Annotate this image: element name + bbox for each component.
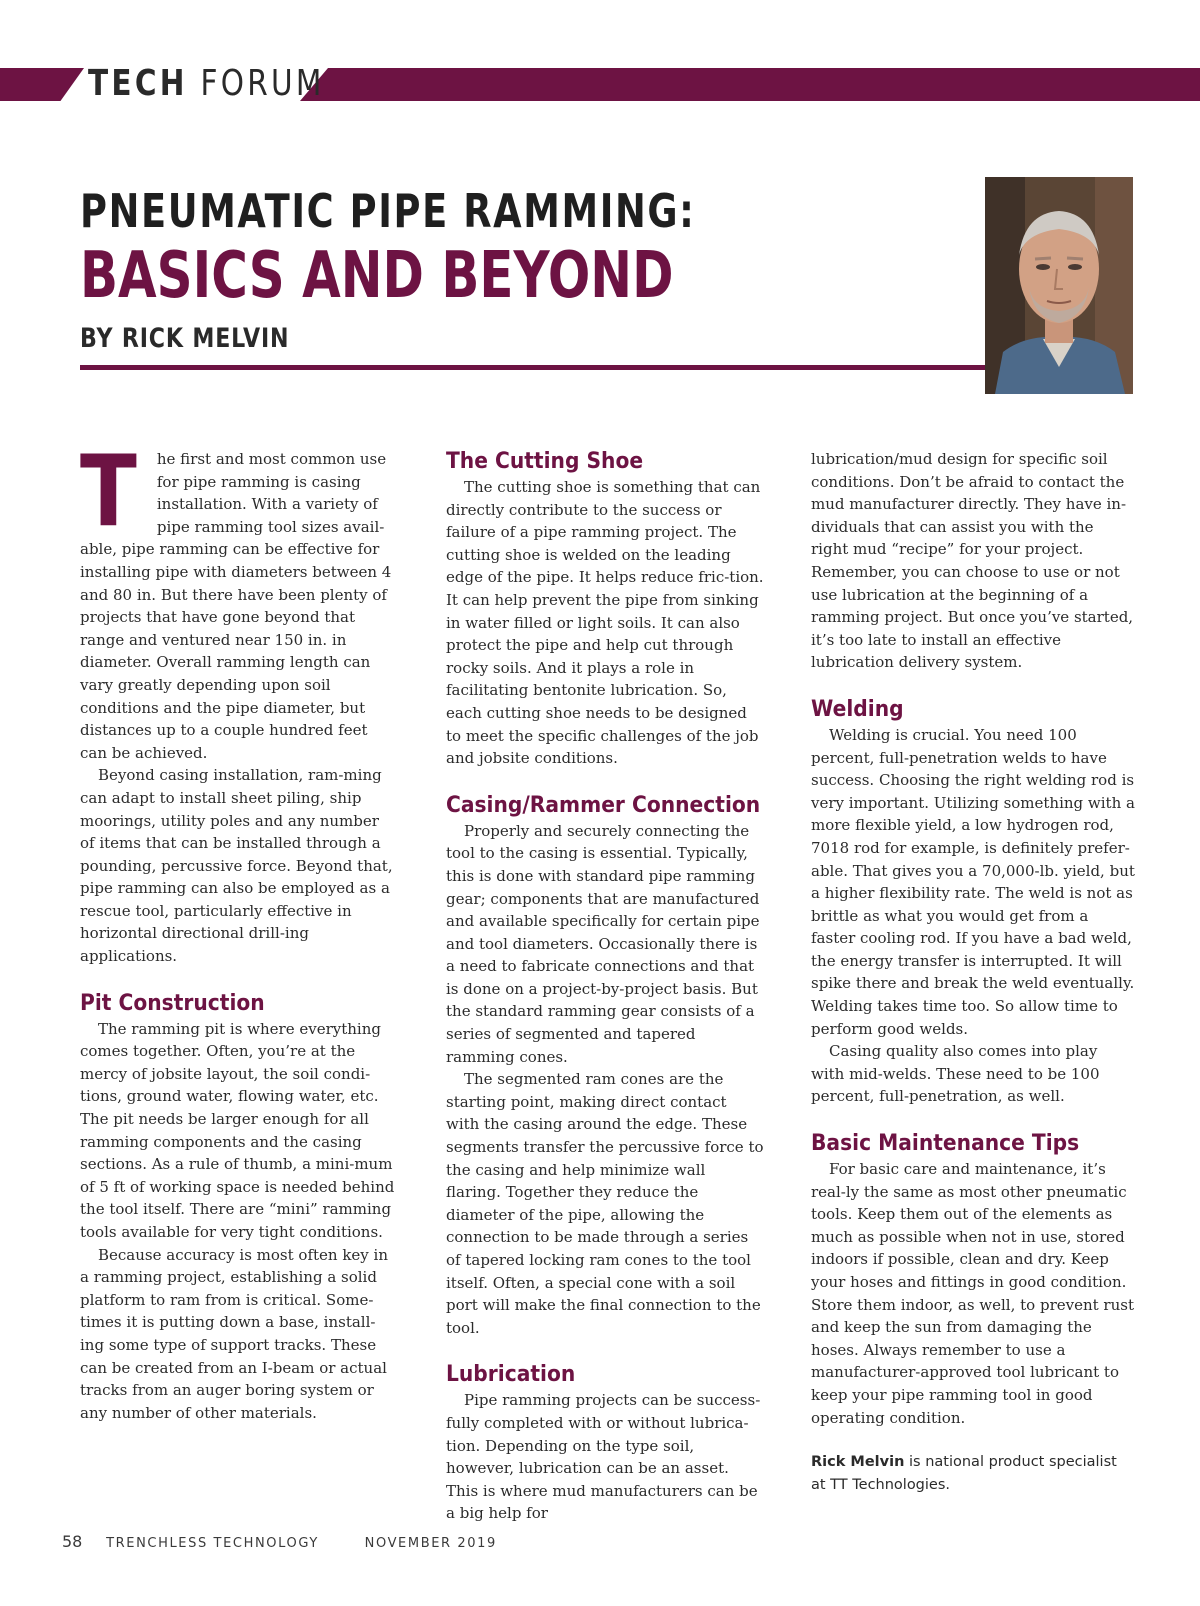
banner-bar-left — [0, 68, 84, 101]
paragraph: Beyond casing installation, ram-ming can adapt to install sheet piling, ship moorings, utility poles and any number of items that can be installed through a pounding, percussive force. Beyond that, pipe ramming can also be employed as a rescue tool, particularly effective in horizontal directional drill-ing applications. — [80, 766, 393, 966]
paragraph: Because accuracy is most often key in a ramming project, establishing a solid platform to ram from is critical. Some-times it is putting down a base, install-ing some type of support tracks. These can be created from an I-beam or actual tracks from an auger boring system or any number of other materials. — [80, 1245, 389, 1422]
heading-pit-construction: Pit Construction — [80, 990, 265, 1016]
paragraph: The segmented ram cones are the starting point, making direct contact with the casing around the edge. These segments transfer the percussive force to the casing and help minimize wall flaring. Together they reduce the diameter of the pipe, allowing the connection to be made through a series of tapered locking ram cones to the tool itself. Often, a special cone with a soil port will make the final connection to the tool. — [446, 1070, 764, 1337]
author-bio — [811, 1451, 1135, 1496]
paragraph: The ramming pit is where everything comes together. Often, you’re at the mercy of jobsite layout, the soil condi-tions, ground water, flowing water, etc. The pit needs be larger enough for all ramming components and the casing sections. As a rule of thumb, a mini-mum of 5 ft of working space is needed behind the tool itself. There are “mini” ramming tools available for very tight conditions. — [80, 1019, 395, 1241]
byline: BY RICK MELVIN — [80, 323, 290, 354]
paragraph: Properly and securely connecting the tool to the casing is essential. Typically, this is done with standard pipe ramming gear; components that are manufactured and available specifically for certain pipe and tool diameters. Occasionally there is a need to fabricate connections and that is done on a project-by-project basis. But the standard ramming gear consists of a series of segmented and tapered ramming cones. — [446, 821, 760, 1066]
banner-bar-right — [300, 68, 1200, 101]
paragraph-text: he first and most common use for pipe ramming is casing installation. With a variety of pipe ramming tool sizes avail-able, pipe ramming can be effective for installing pipe with diameters between 4 and 80 in. But there have been plenty of projects that have gone beyond that range and ventured near 150 in. in diameter. Overall ramming length can vary greatly depending upon soil conditions and the pipe diameter, but distances up to a couple hundred feet can be achieved. — [80, 450, 392, 762]
paragraph: For basic care and maintenance, it’s real-ly the same as most other pneumatic tools. Keep them out of the elements as much as possible when not in use, stored indoors if possible, clean and dry. Keep your hoses and fittings in good condition. Store them indoor, as well, to prevent rust and keep the sun from damaging the hoses. Always remember to use a manufacturer-approved tool lubricant to keep your pipe ramming tool in good operating condition. — [811, 1160, 1134, 1427]
section-label-light: FORUM — [200, 63, 325, 104]
drop-cap: T — [80, 435, 137, 549]
column-3 — [811, 448, 1135, 1496]
paragraph: The cutting shoe is something that can directly contribute to the success or failure of a pipe ramming project. The cutting shoe is welded on the leading edge of the pipe. It helps reduce fric-tion. It can help prevent the pipe from sinking in water filled or light soils. It can also protect the pipe and help cut through rocky soils. And it plays a role in facilitating bentonite lubrication. So, each cutting shoe needs to be designed to meet the specific challenges of the job and jobsite conditions. — [446, 478, 764, 768]
paragraph: Welding is crucial. You need 100 percent, full-penetration welds to have success. Choosing the right welding rod is very important. Utilizing something with a more flexible yield, a low hydrogen rod, 7018 rod for example, is definitely prefer-able. That gives you a 70,000-lb. yield, but a higher flexibility rate. The weld is not as brittle as what you would get from a faster cooling rod. If you have a bad weld, the energy transfer is interrupted. It will spike there and break the weld eventually. Welding takes time too. So allow time to perform good welds. — [811, 725, 1135, 1038]
heading-cutting-shoe: The Cutting Shoe — [446, 449, 644, 474]
title-line-2: BASICS AND BEYOND — [80, 239, 674, 313]
page-footer — [62, 1532, 497, 1551]
author-bio-text: is national product specialist at TT Technologies. — [811, 1454, 1117, 1493]
heading-lubrication: Lubrication — [446, 1362, 576, 1388]
issue-date: NOVEMBER 2019 — [364, 1536, 497, 1551]
author-bio-name: Rick Melvin — [811, 1454, 905, 1471]
paragraph: Pipe ramming projects can be success-fully completed with or without lubrica-tion. Depending on the type soil, however, lubrication can be an asset. This is where mud manufacturers can be a big help for — [446, 1391, 761, 1523]
article-title — [80, 184, 960, 314]
paragraph: lubrication/mud design for specific soil conditions. Don’t be afraid to contact the mud manufacturer directly. They have in-dividuals that can assist you with the right mud “recipe” for your project. Remember, you can choose to use or not use lubrication at the beginning of a ramming project. But once you’ve started, it’s too late to install an effective lubrication delivery system. — [811, 450, 1134, 672]
section-label-bold: TECH — [88, 63, 188, 104]
author-photo — [985, 177, 1133, 394]
author-portrait-image — [985, 177, 1133, 394]
column-2 — [446, 448, 764, 1525]
section-label — [88, 62, 325, 106]
paragraph — [80, 435, 398, 764]
publication-name: TRENCHLESS TECHNOLOGY — [106, 1536, 319, 1551]
page-number: 58 — [62, 1532, 83, 1551]
title-line-1: PNEUMATIC PIPE RAMMING: — [80, 184, 696, 238]
heading-casing-rammer-connection: Casing/Rammer Connection — [446, 792, 761, 818]
paragraph: Casing quality also comes into play with mid-welds. These need to be 100 percent, full-penetration, as well. — [811, 1042, 1100, 1106]
heading-welding: Welding — [811, 696, 904, 722]
column-1 — [80, 435, 398, 1424]
title-rule — [80, 365, 985, 370]
heading-basic-maintenance-tips: Basic Maintenance Tips — [811, 1131, 1080, 1157]
